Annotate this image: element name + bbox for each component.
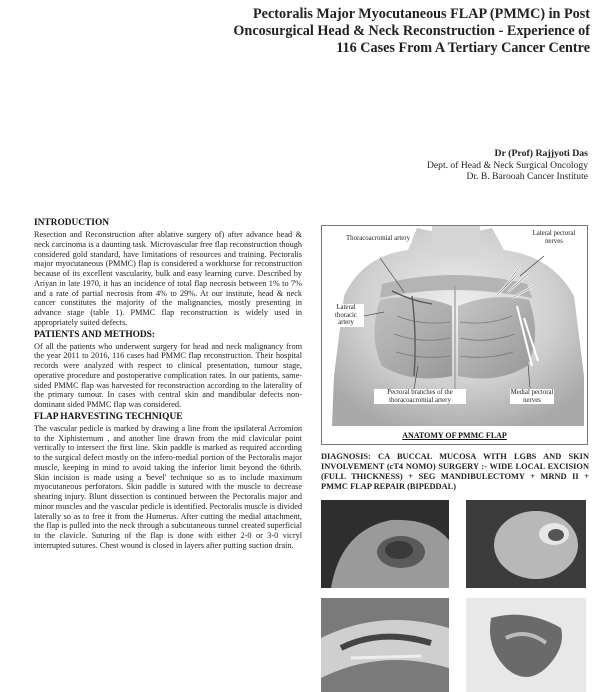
intro-heading: INTRODUCTION bbox=[34, 218, 110, 228]
title-line-3: 116 Cases From A Tertiary Cancer Centre bbox=[336, 40, 590, 56]
photo-preop-face bbox=[321, 500, 449, 588]
anatomy-illustration bbox=[322, 226, 587, 444]
photo-intraoral bbox=[466, 500, 586, 588]
label-lateral-pectoral: Lateral pectoral nerves bbox=[532, 230, 576, 245]
patients-heading: PATIENTS AND METHODS: bbox=[34, 329, 156, 340]
author-block bbox=[288, 148, 588, 183]
author-name: Dr (Prof) Rajjyoti Das bbox=[494, 148, 588, 159]
title-line-2: Oncosurgical Head & Neck Reconstruction - Experience of bbox=[233, 23, 590, 39]
diagnosis-text: DIAGNOSIS: CA BUCCAL MUCOSA WITH LGBS AND SKIN INVOLVEMENT (cT4 NOMO) SURGERY :- WIDE LOCAL EXCISION (FULL THICKNESS) + SEG MANDIBULECTOMY + MRND II + PMMC FLAP REPAIR (BIPEDDAL) bbox=[321, 452, 589, 491]
left-column bbox=[34, 218, 302, 552]
intro-text: Resection and Reconstruction after ablative surgery of) after advance head & neck carcinoma is a daunting task. Microvascular free flap reconstruction though considered gold standard, have limitations of resources and training. Pectoralis major myocutaneous (PMMC) flap is considered a workhorse for reconstruction because of its excellent vascularity, bulk and easy learning curve. Described by Ariyan in late 1970, it has an incidence of total flap necrosis between 1% to 7% and a rate of partial necrosis from 4% to 29%. At our institute, head & neck cancer constitutes the majority of the malignancies, mostly presenting in advance stage (table 1). PMMC flap reconstruction is widely used in appropriately suited defects. bbox=[34, 230, 302, 327]
title-line-1: Pectoralis Major Myocutaneous FLAP (PMMC) in Post bbox=[252, 6, 590, 22]
patients-text: Of all the patients who underwent surgery for head and neck malignancy from the year 2011 to 2016, 116 cases had PMMC flap reconstruction. Their hospital records were analyzed with respect to clinical presentation, tumour stage, operative procedure and postoperative complication rates. In our patients, same-sided PMMC flap was harvested for reconstruction according to the laterality of the primary tumour. In cases with central skin and mandibular defects non-dominant sided PMMC flap was considered. bbox=[34, 341, 302, 409]
label-medial-pectoral: Medial pectoral nerves bbox=[510, 389, 554, 404]
paper-title bbox=[150, 6, 590, 57]
author-institute: Dr. B. Barooah Cancer Institute bbox=[466, 171, 588, 182]
label-pectoral-branches: Pectoral branches of the thoracoacromial artery bbox=[374, 389, 466, 404]
author-dept: Dept. of Head & Neck Surgical Oncology bbox=[426, 159, 588, 171]
label-lateral-thoracic: Lateral thoracic artery bbox=[328, 304, 364, 327]
figure-caption: ANATOMY OF PMMC FLAP bbox=[402, 431, 507, 440]
label-thoracoacromial: Thoracoacromial artery bbox=[344, 235, 412, 243]
harvest-heading: FLAP HARVESTING TECHNIQUE bbox=[34, 411, 183, 422]
harvest-text: The vascular pedicle is marked by drawing a line from the ipsilateral Acromion to the Xiphisternum , and another line drawn from the mid clavicular point vertically to intersect the first line. Skin paddle is marked as required according to the surgical defect mostly on the infero-medial portion of the Pectoralis major muscle, keeping in mind to avoid taking the inferior limit beyond the 6thrib. Skin incision is made using a 'bevel' technique so as to include maximum myocutaneous perforators. Skin paddle is sutured with the muscle to decrease shearing injury. Blunt dissection is continued between the Pectoralis major and minor muscles and the vascular pedicle is identified. Pectoralis muscle is divided laterally so as to free it from the Humerus. After cutting the medial attachment, the flap is pulled into the neck through a subcutaneous tunnel created superficial to the clavicle. Suturing of the flap is done with either 2-0 or 3-0 vicryl interrupted sutures. Chest wound is closed in layers after putting suction drain. bbox=[34, 423, 302, 550]
anatomy-figure bbox=[321, 225, 588, 445]
photo-flap-harvest bbox=[321, 598, 449, 692]
photo-mandible-specimen bbox=[466, 598, 586, 692]
